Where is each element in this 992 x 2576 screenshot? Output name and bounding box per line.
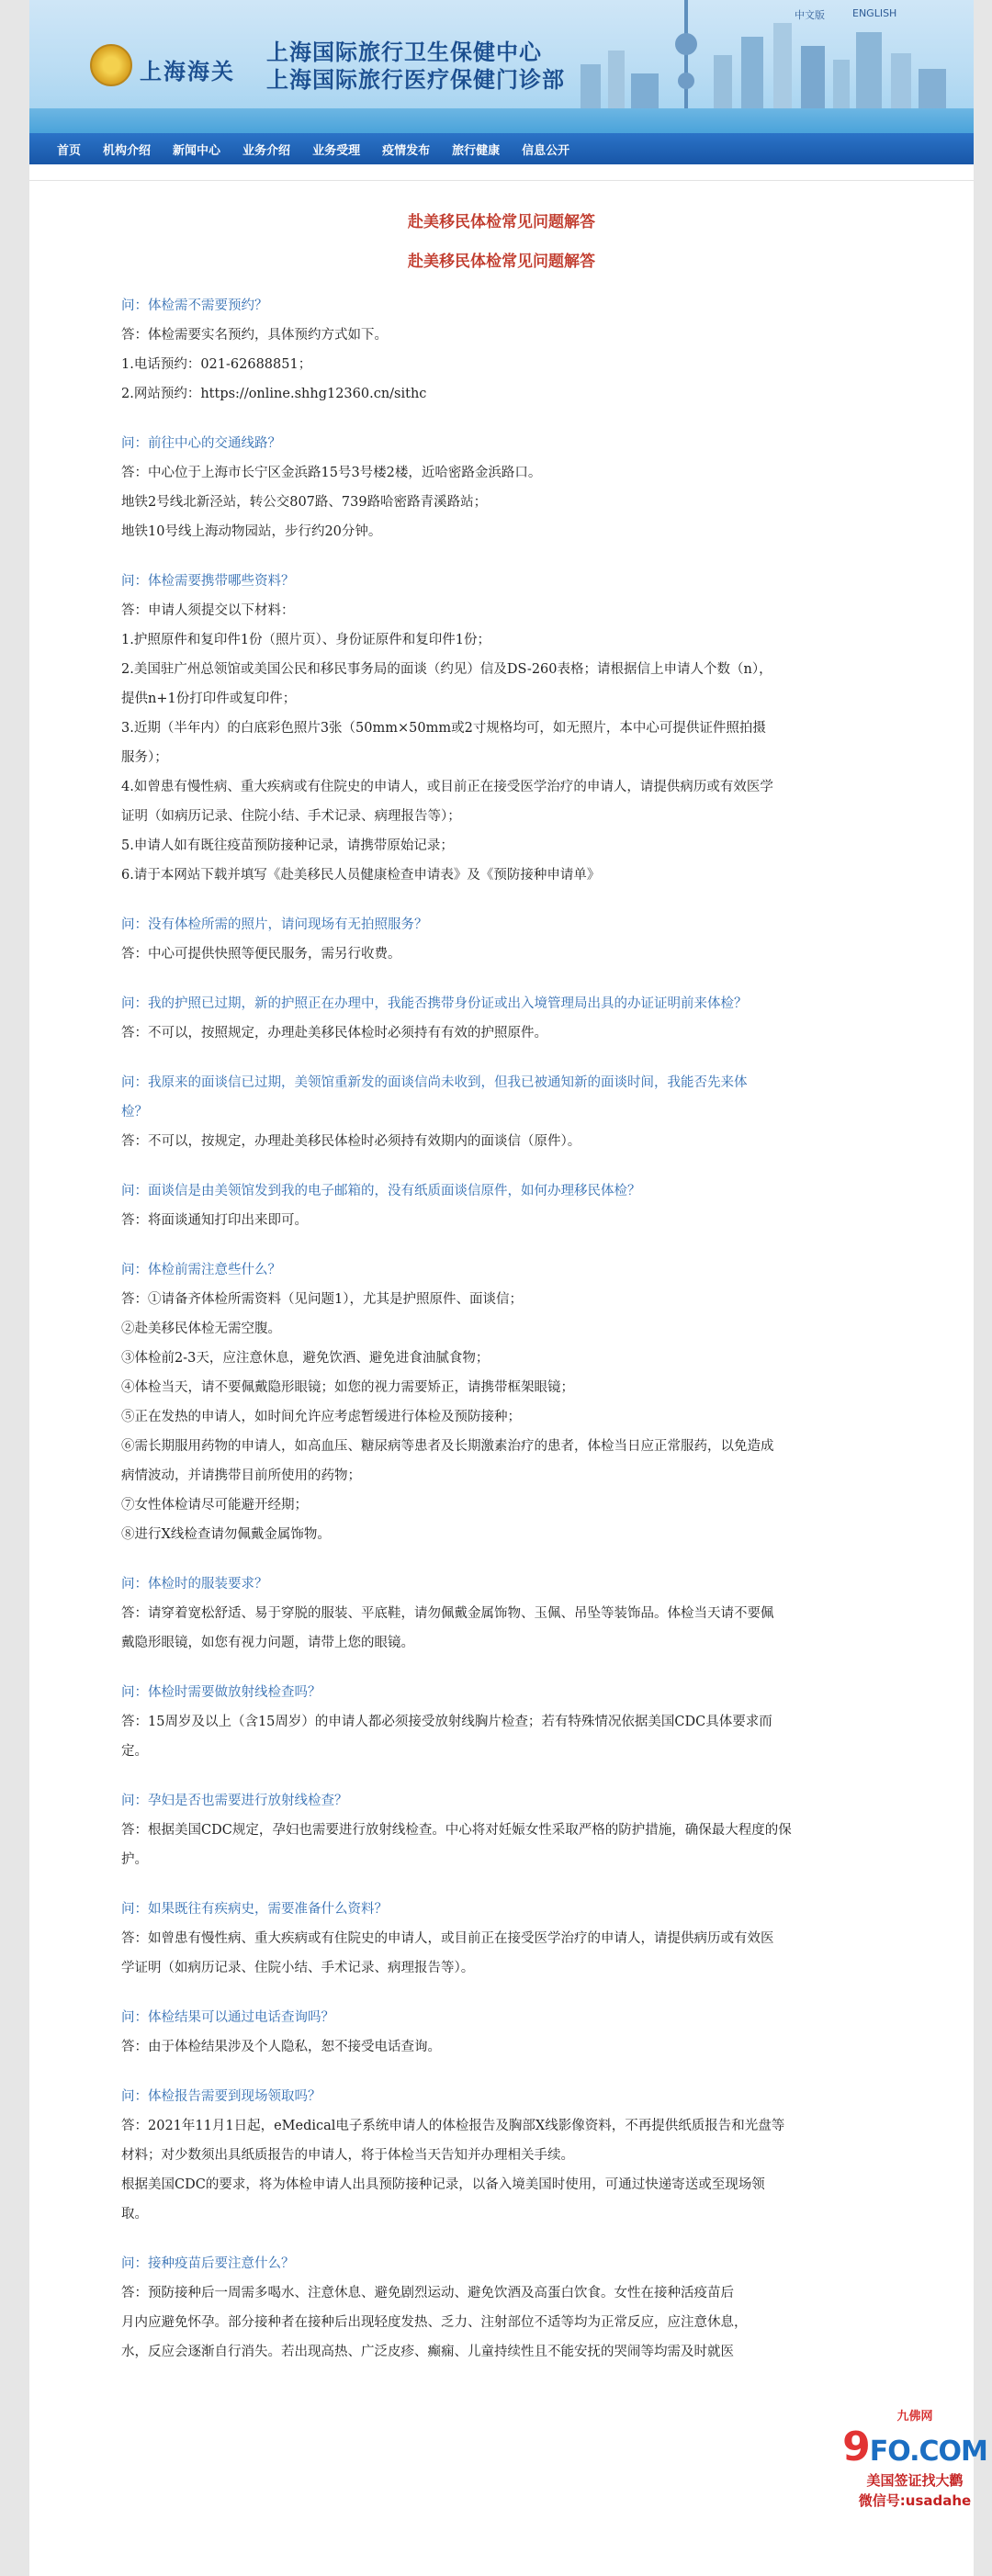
answer: 答：预防接种后一周需多喝水、注意休息、避免剧烈运动、避免饮酒及高蛋白饮食。女性在接种活疫苗后 [121, 2286, 734, 2300]
nav-item-acceptance[interactable]: 业务受理 [312, 143, 361, 158]
watermark-line-2: 微信号:usadahe [858, 2492, 972, 2509]
qa-item [121, 2003, 919, 2062]
article-subtitle: 赴美移民体检常见问题解答 [408, 253, 595, 271]
answer-line: ④体检当天，请不要佩戴隐形眼镜；如您的视力需要矫正，请携带框架眼镜； [121, 1380, 574, 1395]
answer-line: 材料；对少数须出具纸质报告的申请人，将于体检当天告知并办理相关手续。 [121, 2148, 574, 2163]
nav-item-travel-health[interactable]: 旅行健康 [452, 143, 501, 158]
qa-item [121, 1569, 919, 1658]
watermark-brand-a: 9 [842, 2424, 870, 2470]
nav-item-home[interactable]: 首页 [57, 143, 82, 158]
answer-line: 月内应避免怀孕。部分接种者在接种后出现轻度发热、乏力、注射部位不适等均为正常反应，应注意休息， [121, 2315, 748, 2330]
qa-item [121, 1678, 919, 1766]
answer-line: ⑧进行X线检查请勿佩戴金属饰物。 [121, 1527, 331, 1542]
answer: 答：不可以，按照规定，办理赴美移民体检时必须持有有效的护照原件。 [121, 1026, 547, 1041]
qa-item [121, 1176, 919, 1235]
header-banner [29, 0, 974, 133]
nav-item-disclosure[interactable]: 信息公开 [522, 143, 570, 158]
nav-item-about[interactable]: 机构介绍 [103, 143, 152, 158]
lang-zh-link[interactable]: 中文版 [795, 9, 825, 21]
question: 问：没有体检所需的照片，请问现场有无拍照服务？ [121, 917, 428, 932]
answer-line: 2.美国驻广州总领馆或美国公民和移民事务局的面谈（约见）信及DS-260表格；请根据信上申请人个数（n）， [121, 662, 772, 677]
customs-emblem-icon [90, 44, 132, 86]
article-title: 赴美移民体检常见问题解答 [408, 213, 595, 231]
question: 问：接种疫苗后要注意什么？ [121, 2256, 295, 2271]
answer-line: 1.护照原件和复印件1份（照片页）、身份证原件和复印件1份； [121, 633, 491, 647]
question: 问：体检时的服装要求？ [121, 1577, 268, 1592]
qa-item [121, 567, 919, 890]
answer-line: 地铁2号线北新泾站，转公交807路、739路哈密路青溪路站； [121, 495, 488, 510]
watermark [838, 2406, 992, 2576]
qa-item [121, 2082, 919, 2229]
answer: 答：2021年11月1日起，eMedical电子系统申请人的体检报告及胸部X线影像资料，不再提供纸质报告和光盘等 [121, 2119, 785, 2133]
answer-line: 病情波动，并请携带目前所使用的药物； [121, 1468, 361, 1483]
answer: 答：中心可提供快照等便民服务，需另行收费。 [121, 947, 401, 962]
qa-item [121, 1068, 919, 1156]
answer-line: 定。 [121, 1744, 148, 1759]
question: 问：体检前需注意些什么？ [121, 1263, 281, 1277]
question: 问：体检结果可以通过电话查询吗？ [121, 2010, 334, 2025]
qa-item [121, 1255, 919, 1549]
main-nav [29, 133, 974, 164]
answer: 答：中心位于上海市长宁区金浜路15号3号楼2楼，近哈密路金浜路口。 [121, 466, 542, 480]
qa-item [121, 989, 919, 1048]
question: 问：面谈信是由美领馆发到我的电子邮箱的，没有纸质面谈信原件，如何办理移民体检？ [121, 1184, 641, 1198]
answer-line: 戴隐形眼镜，如您有视力问题，请带上您的眼镜。 [121, 1636, 414, 1650]
water-strip [29, 108, 974, 133]
answer-line: ⑤正在发热的申请人，如时间允许应考虑暂缓进行体检及预防接种； [121, 1410, 521, 1424]
answer-line: ②赴美移民体检无需空腹。 [121, 1322, 281, 1336]
watermark-brand-b: FO.COM [869, 2435, 987, 2468]
nav-item-epidemic[interactable]: 疫情发布 [382, 143, 431, 158]
question: 问：如果既往有疾病史，需要准备什么资料？ [121, 1902, 388, 1917]
watermark-brand [838, 2424, 992, 2470]
answer-line: 根据美国CDC的要求，将为体检申请人出具预防接种记录，以备入境美国时使用，可通过快递寄送或至现场领 [121, 2177, 765, 2192]
answer: 答：15周岁及以上（含15周岁）的申请人都必须接受放射线胸片检查；若有特殊情况依据美国CDC具体要求而 [121, 1715, 772, 1729]
watermark-line-1: 美国签证找大鹳 [866, 2472, 964, 2489]
question: 问：体检报告需要到现场领取吗？ [121, 2089, 321, 2104]
answer: 答：将面谈通知打印出来即可。 [121, 1213, 308, 1228]
answer-line: 4.如曾患有慢性病、重大疾病或有住院史的申请人，或目前正在接受医学治疗的申请人，请提供病历或有效医学 [121, 780, 773, 794]
question: 问：我的护照已过期，新的护照正在办理中，我能否携带身份证或出入境管理局出具的办证证明前来体检？ [121, 996, 748, 1011]
qa-item [121, 291, 919, 409]
answer-line: ③体检前2-3天，应注意休息，避免饮酒、避免进食油腻食物； [121, 1351, 490, 1366]
answer-line: 1.电话预约：021-62688851； [121, 357, 312, 372]
center-name-2: 上海国际旅行医疗保健门诊部 [266, 67, 565, 93]
answer-line: 学证明（如病历记录、住院小结、手术记录、病理报告等）。 [121, 1961, 475, 1975]
answer-line: 护。 [121, 1852, 148, 1867]
answer-line: ⑦女性体检请尽可能避开经期； [121, 1498, 308, 1513]
answer: 答：①请备齐体检所需资料（见问题1），尤其是护照原件、面谈信； [121, 1292, 523, 1307]
question: 问：体检需不需要预约？ [121, 298, 268, 313]
answer: 答：请穿着宽松舒适、易于穿脱的服装、平底鞋，请勿佩戴金属饰物、玉佩、吊坠等装饰品。体检当天请不要佩 [121, 1606, 774, 1621]
answer-line: 水，反应会逐渐自行消失。若出现高热、广泛皮疹、癫痫、儿童持续性且不能安抚的哭闹等均需及时就医 [121, 2345, 734, 2359]
article [29, 180, 974, 2576]
answer: 答：如曾患有慢性病、重大疾病或有住院史的申请人，或目前正在接受医学治疗的申请人，请提供病历或有效医 [121, 1931, 774, 1946]
watermark-top: 九佛网 [896, 2410, 933, 2424]
qa-item [121, 2249, 919, 2367]
qa-item [121, 429, 919, 546]
question-continued: 检？ [121, 1105, 148, 1119]
qa-item [121, 1786, 919, 1874]
answer: 答：由于体检结果涉及个人隐私，恕不接受电话查询。 [121, 2040, 441, 2054]
answer: 答：体检需要实名预约，具体预约方式如下。 [121, 328, 388, 343]
question: 问：孕妇是否也需要进行放射线检查？ [121, 1794, 348, 1808]
answer: 答：根据美国CDC规定，孕妇也需要进行放射线检查。中心将对妊娠女性采取严格的防护措施，确保最大程度的保 [121, 1823, 792, 1838]
lang-en-link[interactable]: ENGLISH [852, 7, 897, 19]
answer-line: ⑥需长期服用药物的申请人，如高血压、糖尿病等患者及长期激素治疗的患者，体检当日应正常服药，以免造成 [121, 1439, 774, 1454]
page [29, 0, 974, 2576]
question: 问：体检需要携带哪些资料？ [121, 574, 295, 589]
question: 问：我原来的面谈信已过期，美领馆重新发的面谈信尚未收到，但我已被通知新的面谈时间，我能否先来体 [121, 1075, 748, 1090]
nav-item-news[interactable]: 新闻中心 [173, 143, 221, 158]
answer-line: 3.近期（半年内）的白底彩色照片3张（50mm×50mm或2寸规格均可，如无照片，本中心可提供证件照拍摄 [121, 721, 766, 736]
answer-line: 证明（如病历记录、住院小结、手术记录、病理报告等）； [121, 809, 461, 824]
qa-item [121, 1895, 919, 1983]
question: 问：体检时需要做放射线检查吗？ [121, 1685, 321, 1700]
nav-item-services[interactable]: 业务介绍 [242, 143, 291, 158]
logo-text: 上海海关 [140, 59, 235, 84]
answer-line: 服务）； [121, 750, 168, 765]
qa-list [121, 291, 919, 2367]
answer-line: 地铁10号线上海动物园站，步行约20分钟。 [121, 524, 382, 539]
answer-line: 取。 [121, 2207, 148, 2222]
qa-item [121, 910, 919, 969]
answer-line: 6.请于本网站下载并填写《赴美移民人员健康检查申请表》及《预防接种申请单》 [121, 868, 601, 883]
answer: 答：申请人须提交以下材料： [121, 603, 295, 618]
question: 问：前往中心的交通线路？ [121, 436, 281, 451]
answer: 答：不可以，按规定，办理赴美移民体检时必须持有效期内的面谈信（原件）。 [121, 1134, 581, 1149]
answer-line: 提供n+1份打印件或复印件； [121, 692, 297, 706]
answer-line: 5.申请人如有既往疫苗预防接种记录，请携带原始记录； [121, 838, 454, 853]
answer-line: 2.网站预约：https://online.shhg12360.cn/sithc [121, 387, 427, 401]
center-names [266, 39, 565, 94]
center-name-1: 上海国际旅行卫生保健中心 [266, 39, 542, 65]
